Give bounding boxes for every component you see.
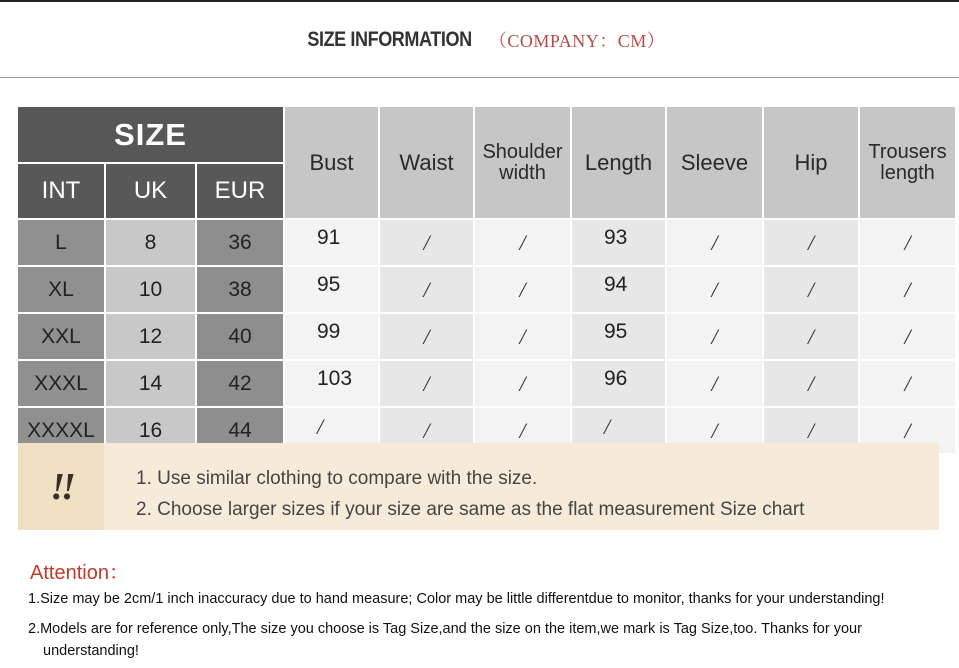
column-header-text: Bust — [309, 149, 354, 175]
column-header-text: Trousers — [868, 140, 947, 163]
size-eur-cell: 44 — [197, 408, 283, 453]
size-int-cell: XXXL — [18, 361, 104, 406]
column-header-hip — [764, 107, 858, 218]
size-header: SIZE — [18, 107, 283, 162]
page-title: SIZE INFORMATION — [307, 27, 472, 51]
tips-text — [104, 443, 804, 530]
measurement-cell: 95 — [285, 267, 378, 312]
measurement-cell: 95 — [572, 314, 665, 359]
column-header-sleeve — [667, 107, 762, 218]
column-header-text: width — [499, 161, 546, 184]
measurement-cell: / — [380, 314, 473, 359]
column-header-text: Shoulder — [482, 140, 563, 163]
page-header — [0, 2, 959, 78]
page-subtitle: （COMPANY：CM） — [488, 30, 666, 51]
measurement-cell: / — [764, 267, 858, 312]
size-eur-cell: 36 — [197, 220, 283, 265]
column-header-text: Hip — [794, 149, 828, 175]
size-subheader-uk: UK — [106, 164, 195, 218]
measurement-cell: / — [475, 220, 570, 265]
measurement-cell: / — [764, 361, 858, 406]
measurement-cell: / — [667, 314, 762, 359]
measurement-cell: / — [380, 361, 473, 406]
tips-icon-box — [18, 443, 104, 530]
size-eur-cell: 38 — [197, 267, 283, 312]
measurement-cell: / — [764, 314, 858, 359]
measurement-cell: 94 — [572, 267, 665, 312]
column-header-length — [572, 107, 665, 218]
tips-box — [18, 443, 939, 530]
measurement-cell: / — [475, 314, 570, 359]
size-int-cell: XXL — [18, 314, 104, 359]
size-subheader-eur: EUR — [197, 164, 283, 218]
measurement-cell: / — [380, 267, 473, 312]
column-header-trousers-length — [860, 107, 955, 218]
size-uk-cell: 10 — [106, 267, 195, 312]
measurement-cell: / — [667, 408, 762, 453]
size-uk-cell: 16 — [106, 408, 195, 453]
measurement-cell: / — [667, 361, 762, 406]
attention-note-2-line-2: understanding! — [43, 643, 139, 659]
attention-note-2 — [28, 618, 928, 662]
measurement-cell: / — [475, 361, 570, 406]
size-eur-cell: 42 — [197, 361, 283, 406]
measurement-cell: 96 — [572, 361, 665, 406]
measurement-cell: / — [764, 220, 858, 265]
measurement-cell: / — [572, 408, 665, 453]
measurement-cell: 99 — [285, 314, 378, 359]
measurement-cell: / — [380, 408, 473, 453]
size-eur-cell: 40 — [197, 314, 283, 359]
column-header-bust — [285, 107, 378, 218]
attention-note-2-line-1: 2.Models are for reference only,The size you choose is Tag Size,and the size on the item,we mark is Tag Size,too. Thanks for your — [28, 621, 862, 637]
size-int-cell: XXXXL — [18, 408, 104, 453]
size-uk-cell: 8 — [106, 220, 195, 265]
attention-note-1: 1.Size may be 2cm/1 inch inaccuracy due to hand measure; Color may be little differentdue to monitor, thanks for your understanding! — [28, 591, 885, 607]
measurement-cell: / — [764, 408, 858, 453]
measurement-cell: / — [860, 314, 955, 359]
measurement-cell: 91 — [285, 220, 378, 265]
size-int-cell: XL — [18, 267, 104, 312]
measurement-cell: / — [667, 220, 762, 265]
size-table — [18, 107, 947, 443]
column-header-waist — [380, 107, 473, 218]
column-header-shoulder-width — [475, 107, 570, 218]
size-uk-cell: 14 — [106, 361, 195, 406]
column-header-text: length — [880, 161, 935, 184]
tip-line: 1. Use similar clothing to compare with the size. — [136, 468, 538, 489]
size-int-cell: L — [18, 220, 104, 265]
tip-line: 2. Choose larger sizes if your size are same as the flat measurement Size chart — [136, 499, 805, 520]
measurement-cell: / — [667, 267, 762, 312]
size-subheader-int: INT — [18, 164, 104, 218]
column-header-text: Sleeve — [680, 149, 749, 175]
double-exclamation-icon: !! — [50, 465, 72, 508]
measurement-cell: 103 — [285, 361, 378, 406]
column-header-text: Length — [584, 149, 653, 175]
measurement-cell: / — [860, 220, 955, 265]
size-uk-cell: 12 — [106, 314, 195, 359]
measurement-cell: / — [475, 408, 570, 453]
measurement-cell: / — [860, 408, 955, 453]
column-header-text: Waist — [399, 149, 454, 175]
measurement-cell: / — [475, 267, 570, 312]
measurement-cell: / — [380, 220, 473, 265]
measurement-cell: / — [860, 361, 955, 406]
measurement-cell: / — [285, 408, 378, 453]
measurement-cell: / — [860, 267, 955, 312]
attention-title: Attention： — [30, 562, 129, 584]
measurement-cell: 93 — [572, 220, 665, 265]
